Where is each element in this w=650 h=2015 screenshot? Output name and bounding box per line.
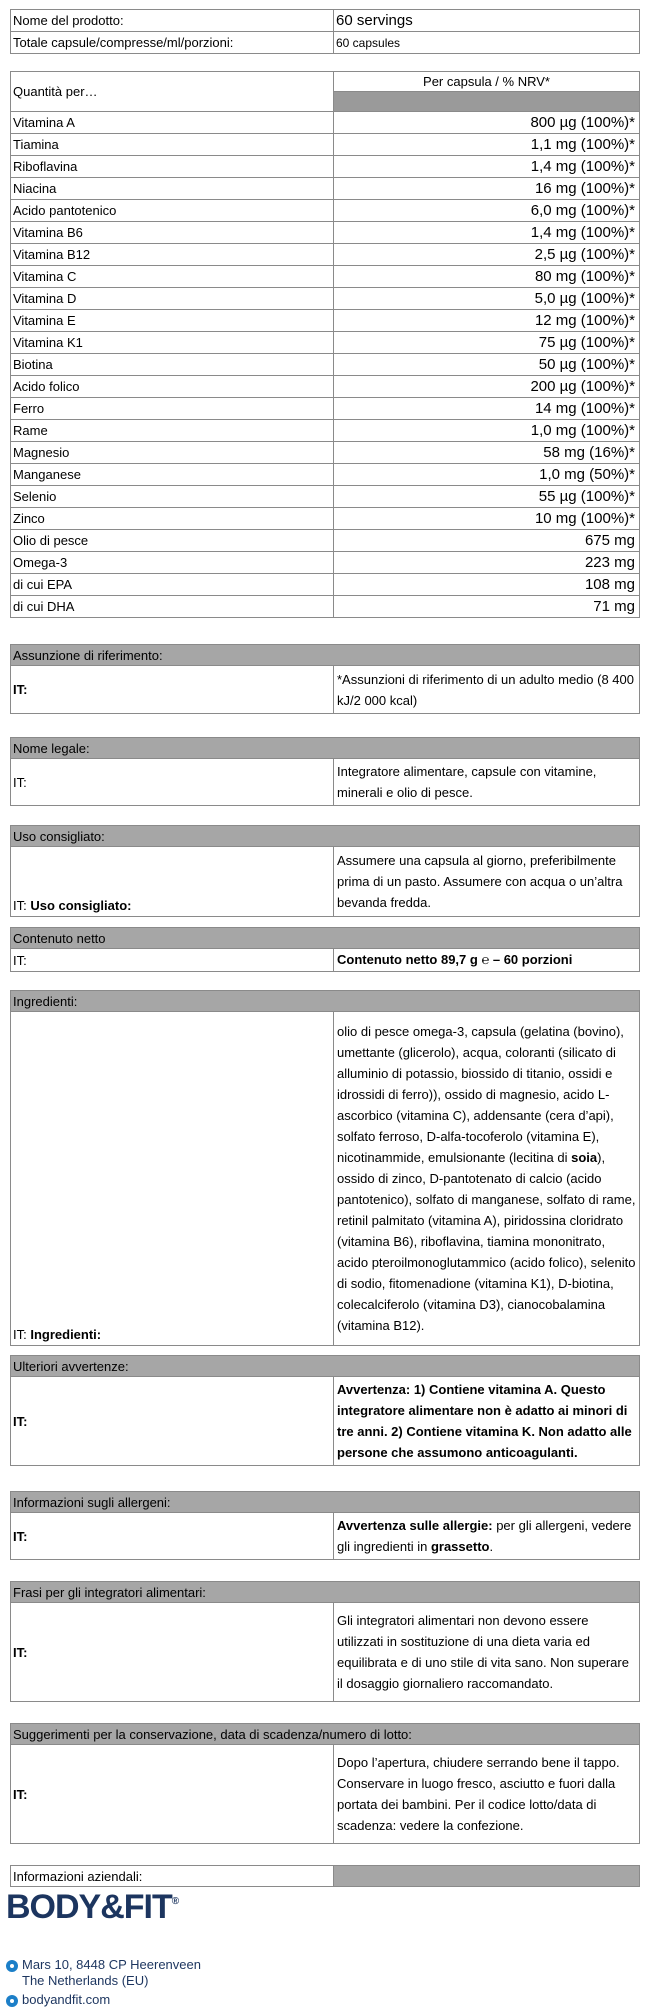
section-label-prefix: IT: (13, 1327, 31, 1342)
nutrient-name: Vitamina B12 (11, 244, 334, 266)
location-pin-icon (6, 1960, 18, 1972)
nutrient-row (11, 266, 640, 288)
registered-mark: ® (171, 1896, 180, 1907)
nutrient-name: Rame (11, 420, 334, 442)
section-title: Ingredienti: (11, 991, 640, 1012)
section-text: Dopo l’apertura, chiudere serrando bene il tappo. Conservare in luogo fresco, asciutto e fuori dalla portata dei bambini. Per il codice lotto/data di scadenza: vedere la confezione. (334, 1745, 640, 1844)
section-conservazione (10, 1723, 640, 1844)
nutrient-name: Acido pantotenico (11, 200, 334, 222)
nutrient-row (11, 420, 640, 442)
nutrient-value: 6,0 mg (100%)* (334, 200, 640, 222)
section-label-bold: Ingredienti: (30, 1327, 102, 1342)
nutrient-name: Niacina (11, 178, 334, 200)
nutrient-row (11, 486, 640, 508)
allergy-bold-word: grassetto (430, 1539, 490, 1554)
nutrient-value: 1,4 mg (100%)* (334, 156, 640, 178)
nutrient-row (11, 508, 640, 530)
nutrient-row (11, 398, 640, 420)
nutrient-name: Tiamina (11, 134, 334, 156)
section-label (11, 1012, 334, 1346)
section-text: Avvertenza: 1) Contiene vitamina A. Questo integratore alimentare non è adatto ai minori di tre anni. 2) Contiene vitamina K. Non adatto alle persone che assumono anticoagulanti. (334, 1377, 640, 1466)
nutrient-row (11, 464, 640, 486)
nutrient-name: Ferro (11, 398, 334, 420)
nutrition-header-label: Quantità per… (11, 72, 334, 112)
nutrient-row (11, 310, 640, 332)
nutrient-name: Vitamina C (11, 266, 334, 288)
nutrient-name: Zinco (11, 508, 334, 530)
nutrient-value: 12 mg (100%)* (334, 310, 640, 332)
nutrient-name: Vitamina K1 (11, 332, 334, 354)
nutrient-value: 75 µg (100%)* (334, 332, 640, 354)
nutrient-value: 14 mg (100%)* (334, 398, 640, 420)
section-title: Uso consigliato: (11, 826, 640, 847)
nutrient-name: di cui EPA (11, 574, 334, 596)
section-title: Contenuto netto (11, 928, 640, 949)
nutrient-name: Biotina (11, 354, 334, 376)
nutrient-value: 5,0 µg (100%)* (334, 288, 640, 310)
nutrient-value: 223 mg (334, 552, 640, 574)
section-title: Informazioni sugli allergeni: (11, 1492, 640, 1513)
nutrient-row (11, 442, 640, 464)
nutrient-name: di cui DHA (11, 596, 334, 618)
address-line1: Mars 10, 8448 CP Heerenveen (22, 1957, 201, 1972)
nutrient-value: 675 mg (334, 530, 640, 552)
nutrient-row (11, 354, 640, 376)
nutrient-row (11, 288, 640, 310)
nutrient-name: Selenio (11, 486, 334, 508)
nutrient-value: 200 µg (100%)* (334, 376, 640, 398)
product-table (10, 9, 640, 54)
section-text: Integratore alimentare, capsule con vitamine, minerali e olio di pesce. (334, 759, 640, 806)
product-count-value: 60 capsules (334, 32, 640, 54)
nutrient-value: 50 µg (100%)* (334, 354, 640, 376)
ingredients-text-b: ), ossido di zinco, D-pantotenato di calcio (acido pantotenico), solfato di manganese, solfato di rame, retinil palmitato (vitamina A), piridossina cloridrato (vitamina B6), riboflavina, tiamina mononitrato, acido pteroilmonoglutammico (acido folico), selenito di sodio, fitomenadione (vitamina K1), D-biotina, colecalciferolo (vitamina D3), cianocobalamina (vitamina B12). (337, 1150, 636, 1333)
nutrient-value: 10 mg (100%)* (334, 508, 640, 530)
section-text (334, 1513, 640, 1560)
section-frasi (10, 1581, 640, 1702)
nutrient-value: 1,4 mg (100%)* (334, 222, 640, 244)
nutrient-row (11, 332, 640, 354)
product-name-label: Nome del prodotto: (11, 10, 334, 32)
product-name-value: 60 servings (334, 10, 640, 32)
nutrient-row (11, 596, 640, 618)
section-label-bold: Uso consigliato: (30, 898, 132, 913)
nutrient-value: 80 mg (100%)* (334, 266, 640, 288)
nutrient-row (11, 178, 640, 200)
section-label: IT: (11, 1513, 334, 1560)
nutrient-name: Manganese (11, 464, 334, 486)
website-link[interactable]: bodyandfit.com (22, 1992, 111, 2007)
nutrient-name: Vitamina A (11, 112, 334, 134)
section-avvertenze (10, 1355, 640, 1466)
section-title: Suggerimenti per la conservazione, data di scadenza/numero di lotto: (11, 1724, 640, 1745)
brand-logo (6, 1888, 179, 1927)
section-title: Informazioni aziendali: (11, 1866, 334, 1887)
nutrient-row (11, 112, 640, 134)
section-text: Gli integratori alimentari non devono essere utilizzati in sostituzione di una dieta varia ed equilibrata e di uno stile di vita sano. Non superare il dosaggio giornaliero raccomandato. (334, 1603, 640, 1702)
section-riferimento (10, 644, 640, 714)
nutrient-value: 1,1 mg (100%)* (334, 134, 640, 156)
section-contenuto-netto (10, 927, 640, 972)
section-label-prefix: IT: (13, 898, 31, 913)
section-text (334, 1012, 640, 1346)
section-label (11, 847, 334, 917)
section-text: Assumere una capsula al giorno, preferibilmente prima di un pasto. Assumere con acqua o un’altra bevanda fredda. (334, 847, 640, 917)
section-text: Contenuto netto 89,7 g ℮ – 60 porzioni (334, 949, 640, 972)
nutrient-value: 108 mg (334, 574, 640, 596)
nutrient-value: 16 mg (100%)* (334, 178, 640, 200)
address-line2: The Netherlands (EU) (22, 1973, 149, 1988)
nutrient-row (11, 222, 640, 244)
nutrient-name: Vitamina D (11, 288, 334, 310)
nutrient-row (11, 244, 640, 266)
nutrition-header-value: Per capsula / % NRV* (334, 72, 640, 92)
section-title-shade (334, 1866, 640, 1887)
product-count-row (11, 32, 640, 54)
section-label: IT: (11, 949, 334, 972)
section-nome-legale (10, 737, 640, 806)
nutrient-value: 58 mg (16%)* (334, 442, 640, 464)
nutrient-value: 800 µg (100%)* (334, 112, 640, 134)
section-allergeni (10, 1491, 640, 1560)
allergy-text-b: . (489, 1539, 494, 1554)
nutrient-value: 2,5 µg (100%)* (334, 244, 640, 266)
brand-name: BODY&FIT (6, 1888, 172, 1926)
nutrient-row (11, 200, 640, 222)
company-address (6, 1957, 201, 2008)
nutrient-name: Vitamina B6 (11, 222, 334, 244)
section-ingredienti (10, 990, 640, 1346)
nutrient-row (11, 156, 640, 178)
nutrition-header-shade (334, 92, 640, 112)
nutrient-name: Olio di pesce (11, 530, 334, 552)
section-label: IT: (11, 1377, 334, 1466)
section-label: IT: (11, 1603, 334, 1702)
nutrient-value: 55 µg (100%)* (334, 486, 640, 508)
nutrient-name: Acido folico (11, 376, 334, 398)
nutrition-rows (11, 112, 640, 618)
section-label: IT: (11, 666, 334, 714)
nutrition-table (10, 71, 640, 618)
nutrient-row (11, 574, 640, 596)
section-title: Nome legale: (11, 738, 640, 759)
product-count-label: Totale capsule/compresse/ml/porzioni: (11, 32, 334, 54)
nutrient-row (11, 552, 640, 574)
nutrient-value: 1,0 mg (50%)* (334, 464, 640, 486)
section-aziendali (10, 1865, 640, 1887)
globe-icon (6, 1995, 18, 2007)
nutrient-row (11, 530, 640, 552)
nutrient-row (11, 134, 640, 156)
nutrient-value: 1,0 mg (100%)* (334, 420, 640, 442)
product-name-row (11, 10, 640, 32)
nutrition-header-row (11, 72, 640, 92)
section-label: IT: (11, 1745, 334, 1844)
allergy-text-a: per gli allergeni, vedere gli ingredienti in (337, 1518, 632, 1554)
nutrient-name: Omega-3 (11, 552, 334, 574)
nutrient-name: Magnesio (11, 442, 334, 464)
section-title: Ulteriori avvertenze: (11, 1356, 640, 1377)
nutrient-row (11, 376, 640, 398)
nutrient-name: Riboflavina (11, 156, 334, 178)
ingredients-text-a: olio di pesce omega-3, capsula (gelatina (bovino), umettante (glicerolo), acqua, coloranti (silicato di alluminio di potassio, biossido di titanio, ossidi e idrossidi di ferro)), ossido di magnesio, acido L-ascorbico (vitamina C), addensante (cera d’api), solfato ferroso, D-alfa-tocoferolo (vitamina E), nicotinammide, emulsionante (lecitina di (337, 1024, 624, 1165)
nutrient-value: 71 mg (334, 596, 640, 618)
section-title: Assunzione di riferimento: (11, 645, 640, 666)
section-label: IT: (11, 759, 334, 806)
section-title: Frasi per gli integratori alimentari: (11, 1582, 640, 1603)
section-uso-consigliato (10, 825, 640, 917)
allergy-warning-label: Avvertenza sulle allergie: (337, 1518, 493, 1533)
nutrient-name: Vitamina E (11, 310, 334, 332)
ingredients-allergen: soia (571, 1150, 598, 1165)
section-text: *Assunzioni di riferimento di un adulto medio (8 400 kJ/2 000 kcal) (334, 666, 640, 714)
